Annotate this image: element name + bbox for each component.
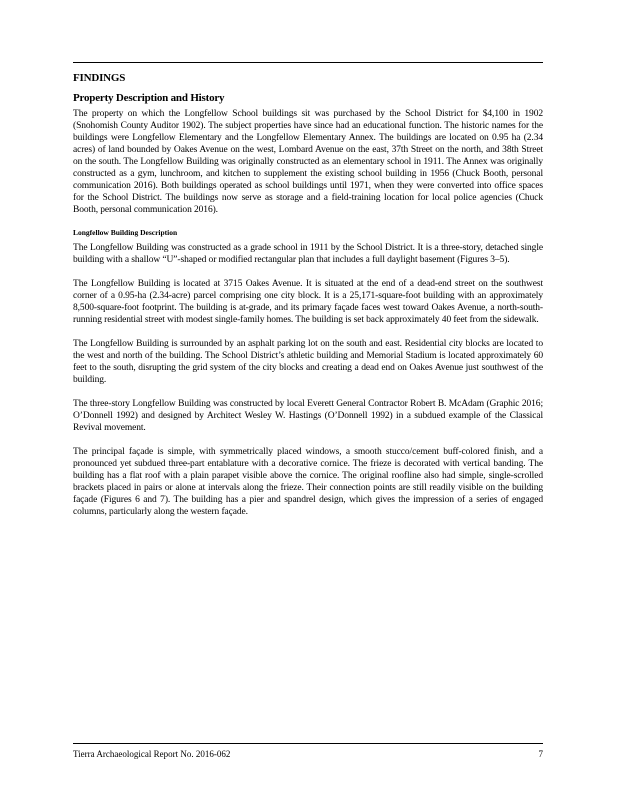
paragraph: The three-story Longfellow Building was constructed by local Everett General Contractor Robert B. McAdam (Graphic 2016; O’Donnell 1992) and designed by Architect Wesley W. Hastings (O’Donnell 1992) in a subdued example of the Classical Revival movement. bbox=[73, 399, 543, 433]
paragraph: The Longfellow Building is surrounded by an asphalt parking lot on the south and east. Residential city blocks are located to the west and north of the building. The School District’s athletic building and Memorial Stadium is located approximately 60 feet to the south, disrupting the grid system of the city blocks and creating a dead end on Oakes Avenue just southwest of the building. bbox=[73, 339, 543, 385]
paragraph: The principal façade is simple, with symmetrically placed windows, a smooth stucco/cement buff-colored finish, and a pronounced yet subdued three-part entablature with a decorative cornice. The frieze is decorated with vertical banding. The building has a flat roof with a plain parapet visible above the cornice. The original roofline also had simple, single-scrolled brackets placed in pairs or alone at intervals along the frieze. Their connection points are still readily visible on the building façade (Figures 6 and 7). The building has a pier and spandrel design, which gives the impression of a series of engaged columns, particularly along the western façade. bbox=[73, 447, 543, 517]
page-number: 7 bbox=[538, 749, 543, 759]
minor-heading: Longfellow Building Description bbox=[73, 228, 178, 237]
top-rule bbox=[73, 62, 543, 63]
section-heading: FINDINGS bbox=[73, 72, 126, 84]
page-footer bbox=[73, 749, 543, 759]
page-content bbox=[73, 72, 543, 530]
subheading: Property Description and History bbox=[73, 92, 225, 104]
paragraph: The Longfellow Building was constructed as a grade school in 1911 by the School District. It is a three-story, detached single building with a shallow “U”-shaped or modified rectangular plan that includes a full daylight basement (Figures 3–5). bbox=[73, 243, 543, 265]
paragraph: The Longfellow Building is located at 3715 Oakes Avenue. It is situated at the end of a dead-end street on the southwest corner of a 0.95-ha (2.34-acre) parcel comprising one city block. It is a 25,171-square-foot building with an approximately 8,500-square-foot footprint. The building is at-grade, and its primary façade faces west toward Oakes Avenue, a north-south-running residential street with modest single-family homes. The building is set back approximately 40 feet from the sidewalk. bbox=[73, 279, 543, 325]
footer-rule bbox=[73, 743, 543, 744]
paragraph-history: The property on which the Longfellow School buildings sit was purchased by the School District for $4,100 in 1902 (Snohomish County Auditor 1902). The subject properties have since had an educational function. The historic names for the buildings were Longfellow Elementary and the Longfellow Elementary Annex. The buildings are located on 0.95 ha (2.34 acres) of land bounded by Oakes Avenue on the west, Lombard Avenue on the east, 37th Street on the north, and 38th Street on the south. The Longfellow Building was originally constructed as an elementary school in 1911. The Annex was originally constructed as a gym, lunchroom, and kitchen to supplement the existing school building in 1956 (Chuck Booth, personal communication 2016). Both buildings operated as school buildings until 1971, when they were converted into office spaces for the School District. The buildings now serve as storage and a field-training location for local police agencies (Chuck Booth, personal communication 2016). bbox=[73, 109, 543, 215]
footer-report-title: Tierra Archaeological Report No. 2016-062 bbox=[73, 749, 231, 759]
